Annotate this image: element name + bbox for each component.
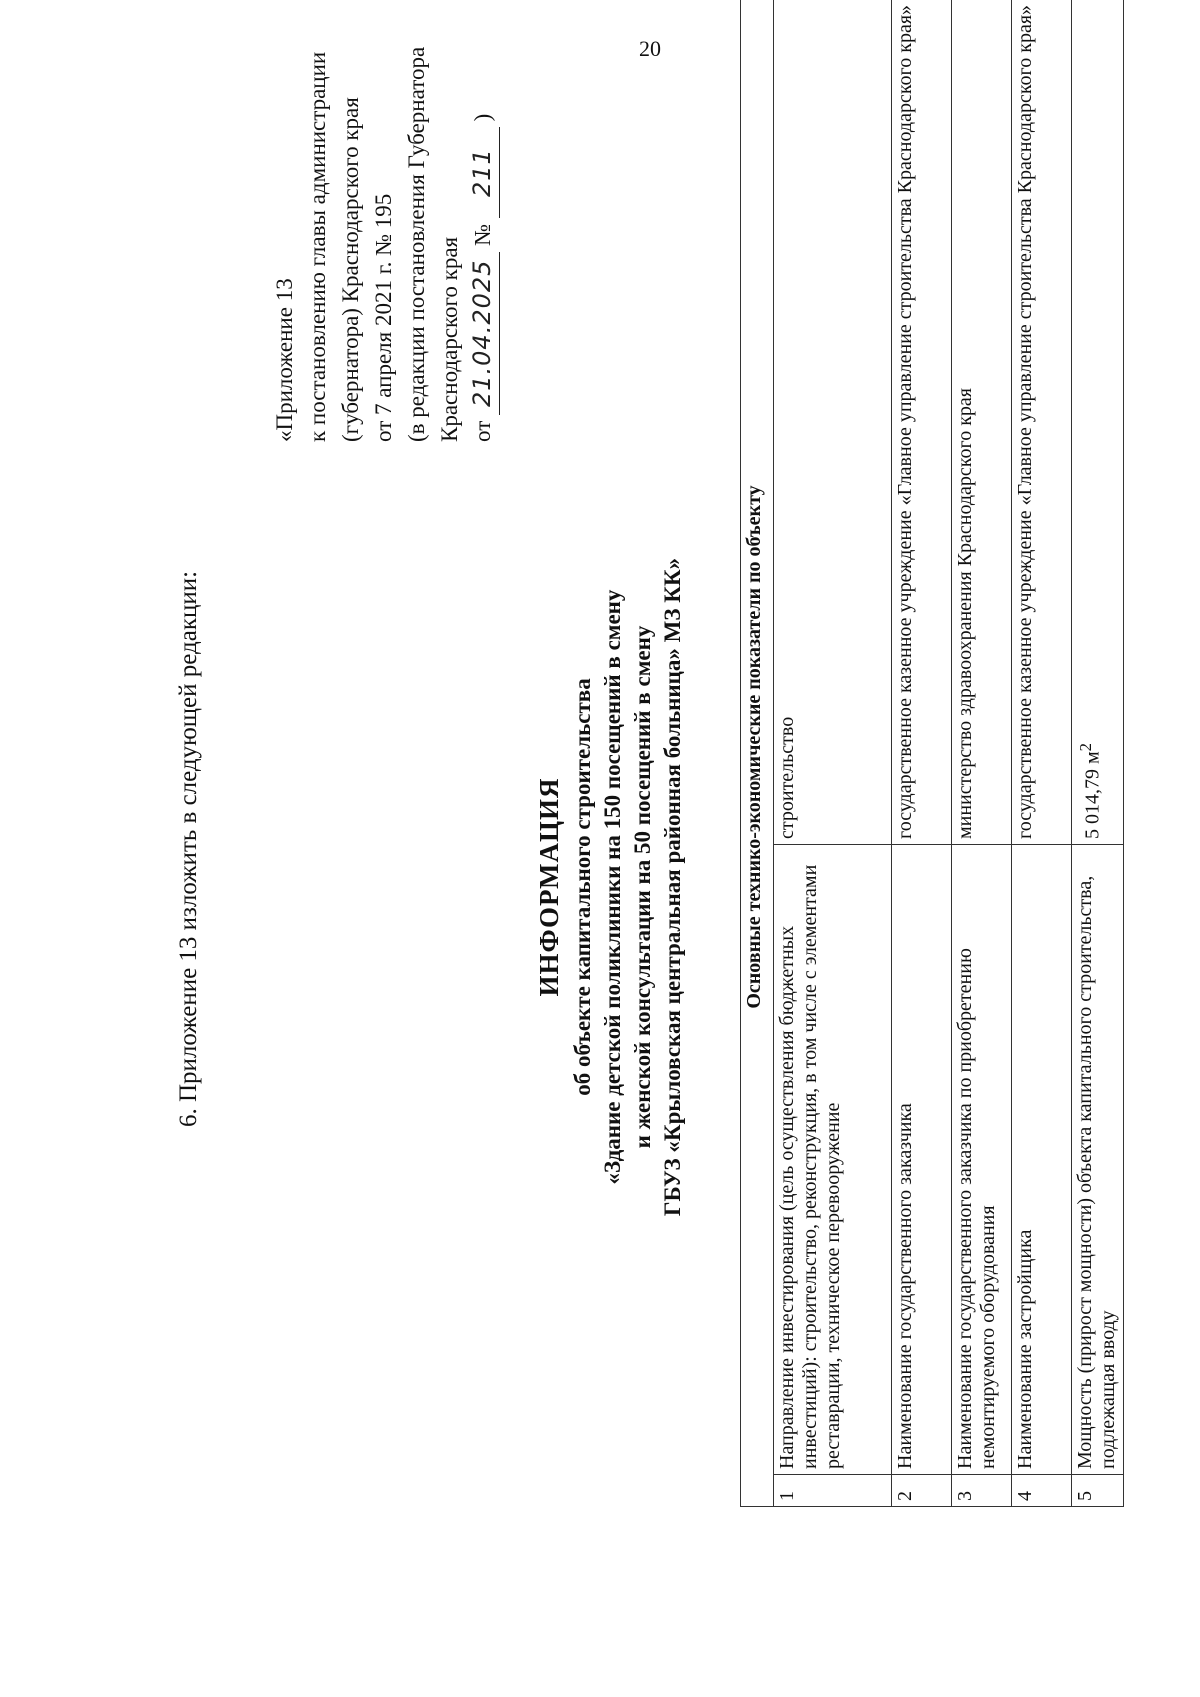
number-label: №	[470, 223, 495, 246]
heading-title: ИНФОРМАЦИЯ	[534, 777, 564, 997]
row-name: Наименование государственного заказчика	[892, 845, 952, 1475]
heading-line: «Здание детской поликлиники на 150 посещений в смену	[600, 589, 625, 1185]
closing-parenthesis: )	[470, 113, 495, 122]
indicators-table	[740, 0, 1124, 1507]
annex-line: от 7 апреля 2021 г. № 195	[371, 193, 396, 442]
row-number: 1	[774, 1475, 892, 1507]
row-number: 3	[952, 1475, 1012, 1507]
table-row	[892, 0, 952, 1507]
row-value: министерство здравоохранения Краснодарского края	[952, 0, 1012, 845]
row-value: строительство	[774, 0, 892, 845]
handwritten-date: 21.04.2025	[466, 252, 500, 415]
table-row	[1072, 0, 1124, 1507]
table-row	[774, 0, 892, 1507]
table-row	[952, 0, 1012, 1507]
row-number: 4	[1012, 1475, 1072, 1507]
annex-signature-line	[466, 47, 500, 442]
annex-line: «Приложение 13	[272, 278, 297, 442]
area-unit-exponent: 2	[1076, 743, 1095, 752]
row-name: Направление инвестирования (цель осуществления бюджетных инвестиций): строительство, реконструкция, в том числе с элементами реставрации, техническое перевооружение	[774, 845, 892, 1475]
row-name: Мощность (прирост мощности) объекта капитального строительства, подлежащая вводу	[1072, 845, 1124, 1475]
heading-line: и женской консультации на 50 посещений в смену	[630, 625, 655, 1149]
row-value: государственное казенное учреждение «Главное управление строительства Краснодарского края»	[892, 0, 952, 845]
row-number: 2	[892, 1475, 952, 1507]
row-value	[1072, 0, 1124, 845]
from-label: от	[470, 420, 495, 442]
annex-line: к постановлению главы администрации	[305, 51, 330, 442]
row-name: Наименование государственного заказчика по приобретению немонтируемого оборудования	[952, 845, 1012, 1475]
annex-line: Краснодарского края	[437, 236, 462, 442]
table-header: Основные технико-экономические показатели по объекту	[741, 0, 774, 1507]
annex-line: (в редакции постановления Губернатора	[404, 46, 429, 442]
row-number: 5	[1072, 1475, 1124, 1507]
annex-reference	[268, 47, 500, 442]
table-header-row	[741, 0, 774, 1507]
row-value: государственное казенное учреждение «Главное управление строительства Краснодарского края»	[1012, 0, 1072, 845]
document-heading	[530, 387, 688, 1387]
heading-line: ГБУЗ «Крыловская центральная районная больница» МЗ КК»	[660, 557, 685, 1217]
handwritten-number: 211	[466, 127, 500, 218]
intro-text: 6. Приложение 13 изложить в следующей редакции:	[175, 570, 202, 1127]
row-name: Наименование застройщика	[1012, 845, 1072, 1475]
annex-line: (губернатора) Краснодарского края	[338, 97, 363, 442]
table-row	[1012, 0, 1072, 1507]
page-number: 20	[639, 36, 661, 61]
heading-line: об объекте капитального строительства	[570, 678, 595, 1096]
capacity-value: 5 014,79 м	[1081, 751, 1104, 839]
